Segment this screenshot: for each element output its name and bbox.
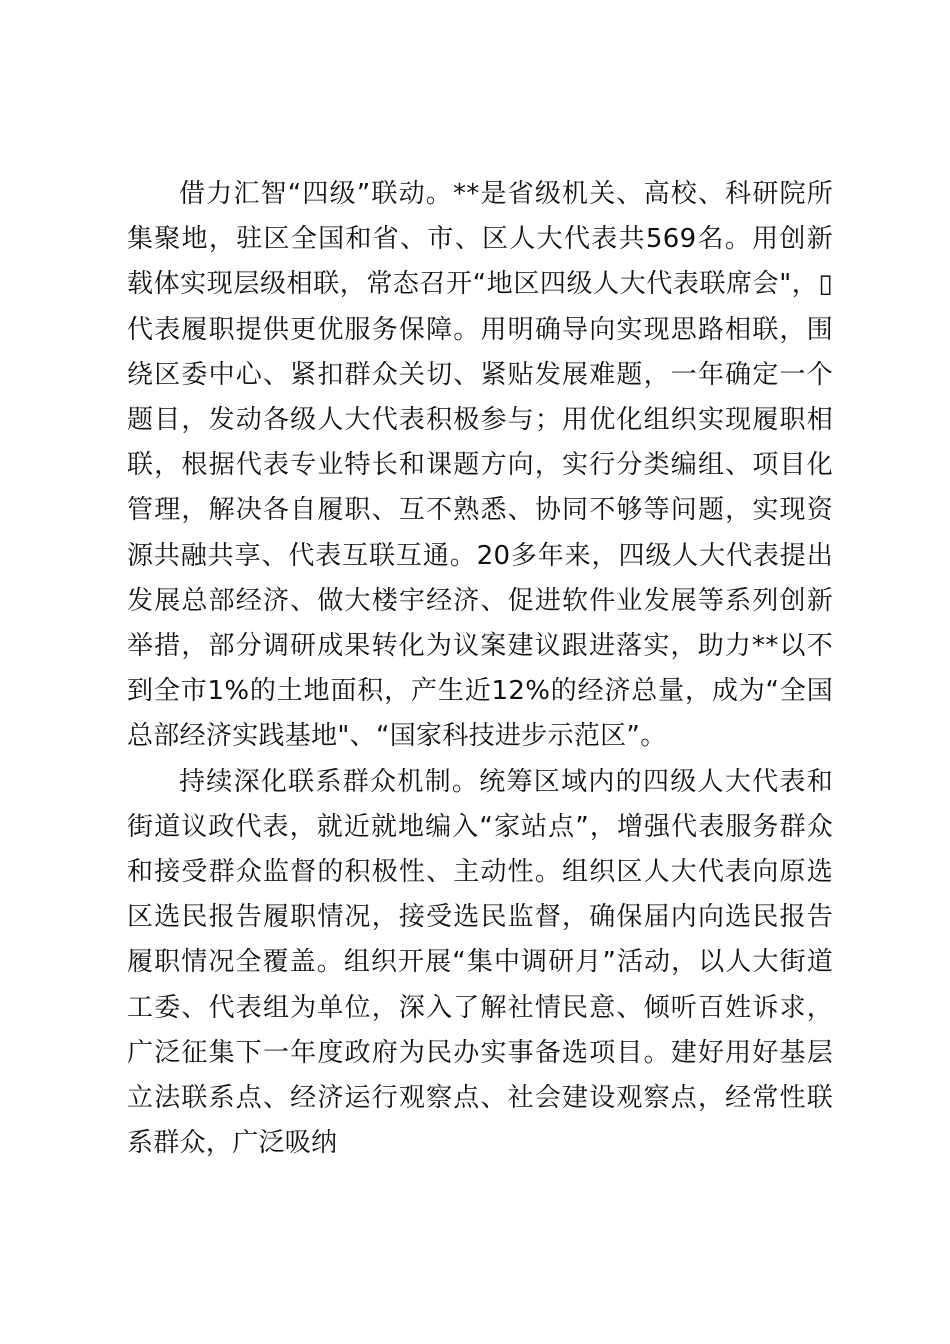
- document-body: [127, 172, 833, 1166]
- paragraph-contact-masses: 持续深化联系群众机制。统筹区域内的四级人大代表和街道议政代表，就近就地编入“家站点”，增强代表服务群众和接受群众监督的积极性、主动性。组织区人大代表向原选区选民报告履职情况，接受选民监督，确保届内向选民报告履职情况全覆盖。组织开展“集中调研月”活动，以人大街道工委、代表组为单位，深入了解社情民意、倾听百姓诉求，广泛征集下一年度政府为民办实事备选项目。建好用好基层立法联系点、经济运行观察点、社会建设观察点，经常性联系群众，广泛吸纳: [127, 766, 833, 1159]
- paragraph-four-level-linkage: 借力汇智“四级”联动。**是省级机关、高校、科研院所集聚地，驻区全国和省、市、区人大代表共569名。用创新载体实现层级相联，常态召开“地区四级人大代表联席会"，▯代表履职提供更优服务保障。用明确导向实现思路相联，围绕区委中心、紧扣群众关切、紧贴发展难题，一年确定一个题目，发动各级人大代表积极参与；用优化组织实现履职相联，根据代表专业特长和课题方向，实行分类编组、项目化管理，解决各自履职、互不熟悉、协同不够等问题，实现资源共融共享、代表互联互通。20多年来，四级人大代表提出发展总部经济、做大楼宇经济、促进软件业发展等系列创新举措，部分调研成果转化为议案建议跟进落实，助力**以不到全市1%的土地面积，产生近12%的经济总量，成为“全国总部经济实践基地"、“国家科技进步示范区”。: [127, 179, 833, 752]
